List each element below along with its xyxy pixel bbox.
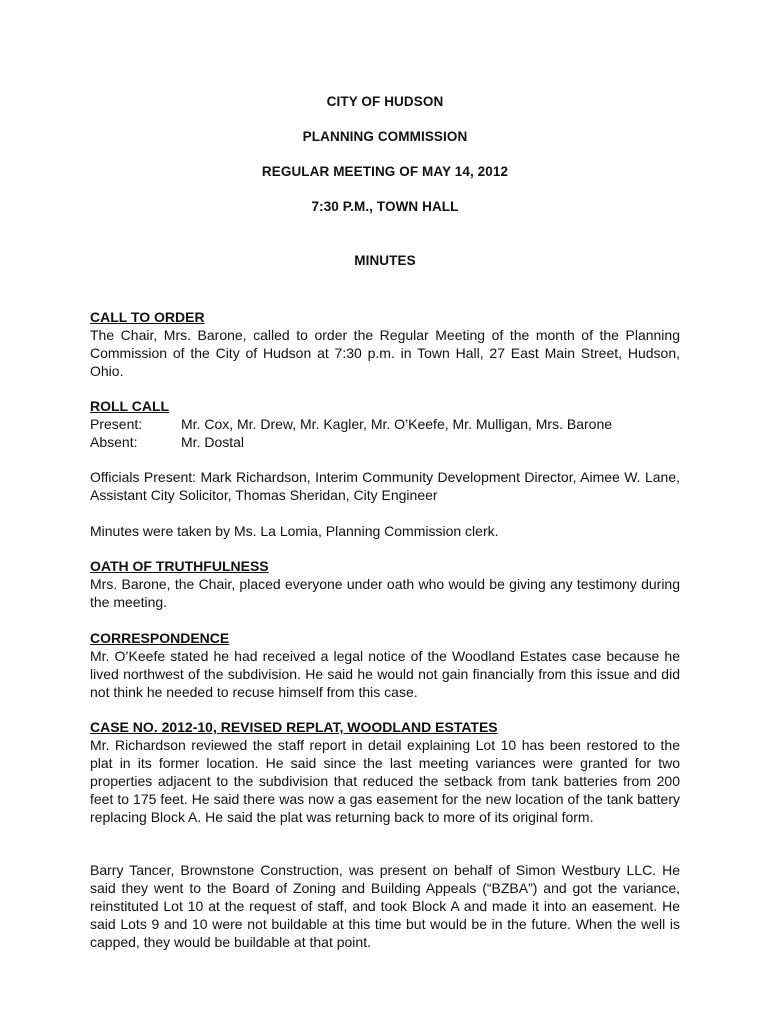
correspondence-heading: CORRESPONDENCE [90, 630, 230, 646]
call-to-order-heading: CALL TO ORDER [90, 309, 205, 325]
oath-heading: OATH OF TRUTHFULNESS [90, 558, 269, 574]
present-label: Present: [90, 416, 143, 432]
correspondence-text: Mr. O’Keefe stated he had received a legal notice of the Woodland Estates case because he lived northwest of the subdivision. He said he would not gain financially from this issue and did not think he needed to recuse himself from this case. [90, 648, 680, 700]
city-title: CITY OF HUDSON [326, 94, 444, 109]
meeting-title: REGULAR MEETING OF MAY 14, 2012 [261, 164, 509, 179]
minutes-taker-text: Minutes were taken by Ms. La Lomia, Planning Commission clerk. [90, 523, 499, 539]
present-row [90, 415, 680, 433]
commission-title: PLANNING COMMISSION [302, 129, 468, 144]
case-text-2: Barry Tancer, Brownstone Construction, was present on behalf of Simon Westbury LLC. He said they went to the Board of Zoning and Building Appeals (“BZBA”) and got the variance, reinstituted Lot 10 at the request of staff, and took Block A and made it into an easement. He said Lots 9 and 10 were not buildable at this time but would be in the future. When the well is capped, they would be buildable at that point. [90, 862, 680, 950]
oath-section [90, 557, 680, 611]
absent-names: Mr. Dostal [181, 434, 245, 450]
present-names: Mr. Cox, Mr. Drew, Mr. Kagler, Mr. O’Keefe, Mr. Mulligan, Mrs. Barone [181, 416, 613, 432]
roll-call-section [90, 397, 680, 451]
call-to-order-text: The Chair, Mrs. Barone, called to order the Regular Meeting of the month of the Planning Commission of the City of Hudson at 7:30 p.m. in Town Hall, 27 East Main Street, Hudson, Ohio. [90, 327, 680, 379]
oath-text: Mrs. Barone, the Chair, placed everyone under oath who would be giving any testimony during the meeting. [90, 576, 680, 610]
correspondence-section [90, 629, 680, 701]
absent-row [90, 433, 680, 451]
absent-label: Absent: [90, 434, 138, 450]
case-heading: CASE NO. 2012-10, REVISED REPLAT, WOODLAND ESTATES [90, 719, 498, 735]
officials-present-text: Officials Present: Mark Richardson, Interim Community Development Director, Aimee W. Lane, Assistant City Solicitor, Thomas Sheridan, City Engineer [90, 469, 680, 503]
minutes-title: MINUTES [354, 253, 416, 268]
case-section [90, 718, 680, 826]
case-text-1: Mr. Richardson reviewed the staff report in detail explaining Lot 10 has been restored to the plat in its former location. He said since the last meeting variances were granted for two properties adjacent to the subdivision that reduced the setback from tank batteries from 200 feet to 175 feet. He said there was now a gas easement for the new location of the tank battery replacing Block A. He said the plat was returning back to more of its original form. [90, 737, 680, 825]
roll-call-heading: ROLL CALL [90, 398, 170, 414]
call-to-order-section [90, 308, 680, 380]
time-place-title: 7:30 P.M., TOWN HALL [311, 199, 459, 214]
